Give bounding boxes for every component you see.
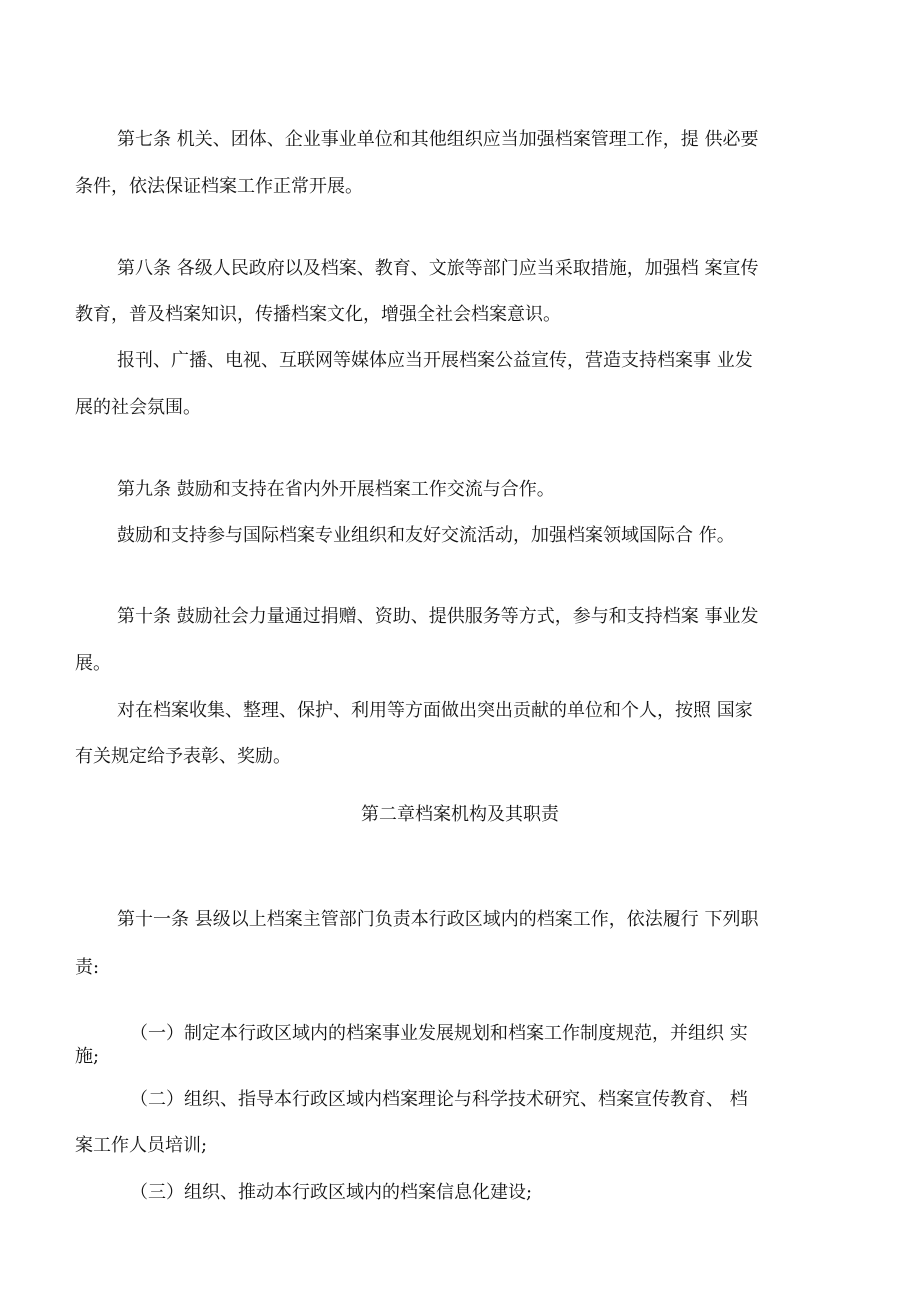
article-8-line-2: 教育，普及档案知识，传播档案文化，增强全社会档案意识。 <box>75 304 561 325</box>
chapter-heading: 第二章档案机构及其职责 <box>361 804 559 825</box>
article-7-line-2: 条件，依法保证档案工作正常开展。 <box>75 176 363 197</box>
article-11-item-1-line-1: （一）制定本行政区域内的档案事业发展规划和档案工作制度规范，并组织 实 <box>130 1023 748 1044</box>
article-10-line-2: 展。 <box>75 653 111 674</box>
article-11-item-2-line-1: （二）组织、指导本行政区域内档案理论与科学技术研究、档案宣传教育、 档 <box>130 1089 748 1110</box>
article-10-line-1: 第十条 鼓励社会力量通过捐赠、资助、提供服务等方式，参与和支持档案 事业发 <box>117 606 759 627</box>
article-8-line-1: 第八条 各级人民政府以及档案、教育、文旅等部门应当采取措施，加强档 案宣传 <box>117 258 759 279</box>
article-7-line-1: 第七条 机关、团体、企业事业单位和其他组织应当加强档案管理工作，提 供必要 <box>117 129 759 150</box>
article-11-line-1: 第十一条 县级以上档案主管部门负责本行政区域内的档案工作，依法履行 下列职 <box>117 909 759 930</box>
article-9-line-2: 鼓励和支持参与国际档案专业组织和友好交流活动，加强档案领域国际合 作。 <box>117 525 735 546</box>
article-9-line-1: 第九条 鼓励和支持在省内外开展档案工作交流与合作。 <box>117 479 555 500</box>
article-11-line-2: 责: <box>75 957 100 978</box>
article-8-line-3: 报刊、广播、电视、互联网等媒体应当开展档案公益宣传，营造支持档案事 业发 <box>117 350 753 371</box>
article-10-line-3: 对在档案收集、整理、保护、利用等方面做出突出贡献的单位和个人，按照 国家 <box>117 700 753 721</box>
article-8-line-4: 展的社会氛围。 <box>75 397 201 418</box>
article-11-item-1-line-2: 施; <box>75 1046 100 1067</box>
article-11-item-3-line-1: （三）组织、推动本行政区域内的档案信息化建设; <box>130 1182 533 1203</box>
article-10-line-4: 有关规定给予表彰、奖励。 <box>75 746 291 767</box>
article-11-item-2-line-2: 案工作人员培训; <box>75 1135 208 1156</box>
